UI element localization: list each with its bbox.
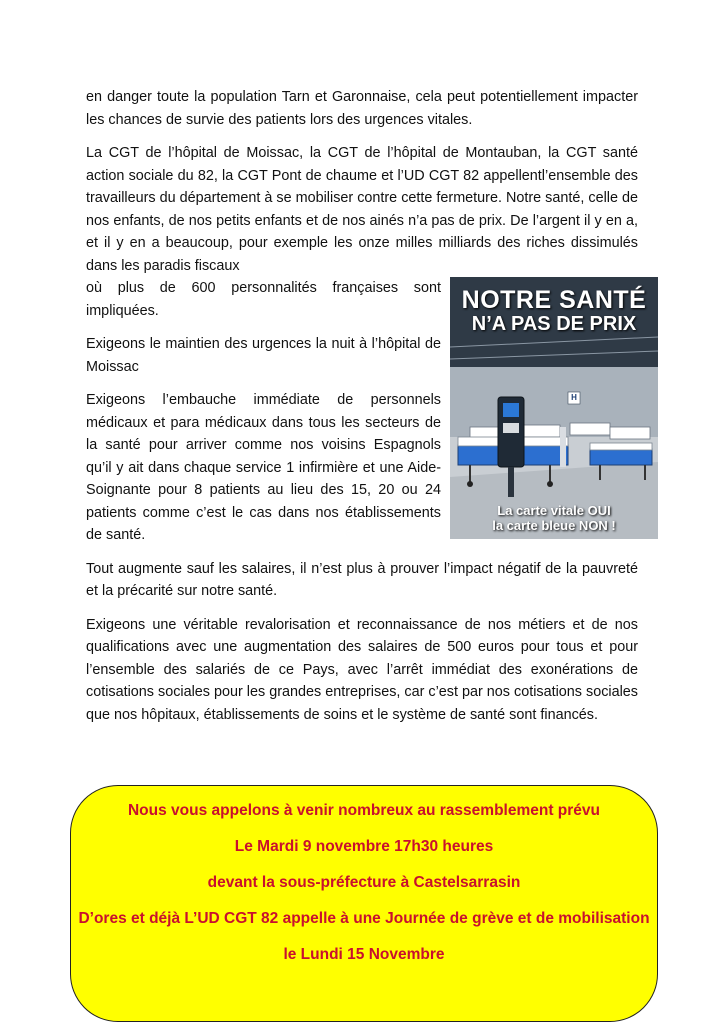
paragraph-tax-havens: où plus de 600 personnalités françaises sont impliquées. [86,280,441,319]
paragraph-cgt-call: La CGT de l’hôpital de Moissac, la CGT de l’hôpital de Montauban, la CGT santé action sociale du 82, la CGT Pont de chaume et l’UD CGT 82 appellentl’ensemble des travailleurs du département à se mobiliser contre cette fermeture. Notre santé, celle de nos enfants, de nos petits enfants et de nos ainés n’a pas de prix. De l’argent il y en a, et il y en a beaucoup, pour exemple les onze milles milliards des riches dissimulés dans les paradis fiscaux [86,145,638,274]
poster-caption-line1: La carte vitale OUI [497,503,611,518]
poster-title [450,287,658,335]
callout-greve: D’ores et déjà L’UD CGT 82 appelle à une Journée de grève et de mobilisation [78,910,650,927]
poster-title-line1: NOTRE SANTÉ [461,286,647,314]
poster-caption [450,503,658,533]
callout-location: devant la sous-préfecture à Castelsarrasin [207,874,521,891]
poster-caption-line2: la carte bleue NON ! [492,518,616,533]
paragraph-demand-revaluation: Exigeons une véritable revalorisation et reconnaissance de nos métiers et de nos qualifications avec une augmentation des salaires de 500 euros pour tous et pour l’ensemble des salariés de ce Pays, avec l’arrêt immédiat des exonérations de cotisations sociales pour les grandes entreprises, car c’est par nos cotisations sociales que nos hôpitaux, établissements de soins et le système de santé sont financés. [86,616,638,723]
callout-greve-date: le Lundi 15 Novembre [283,946,445,963]
paragraph-salaries: Tout augmente sauf les salaires, il n’est plus à prouver l’impact négatif de la pauvreté et la précarité sur notre santé. [86,560,638,599]
mobilisation-callout [70,785,658,1022]
parking-sign-label: H [571,393,577,402]
poster-image [450,277,658,539]
callout-date: Le Mardi 9 novembre 17h30 heures [234,838,494,855]
paragraph-demand-urgences: Exigeons le maintien des urgences la nuit à l’hôpital de Moissac [86,336,441,375]
poster-title-line2: N’A PAS DE PRIX [471,313,637,335]
paragraph-intro: en danger toute la population Tarn et Garonnaise, cela peut potentiellement impacter les chances de survie des patients lors des urgences vitales. [86,89,638,128]
paragraph-demand-hiring: Exigeons l’embauche immédiate de personnels médicaux et para médicaux dans tous les secteurs de la santé pour arriver comme nos voisins Espagnols qu’il y ait dans chaque service 1 infirmière et une Aide-Soignante pour 8 patients au lieu des 15, 20 ou 24 patients comme c’est le cas dans nos établissements de santé. [86,392,441,543]
callout-rassemblement: Nous vous appelons à venir nombreux au rassemblement prévu [127,802,601,819]
